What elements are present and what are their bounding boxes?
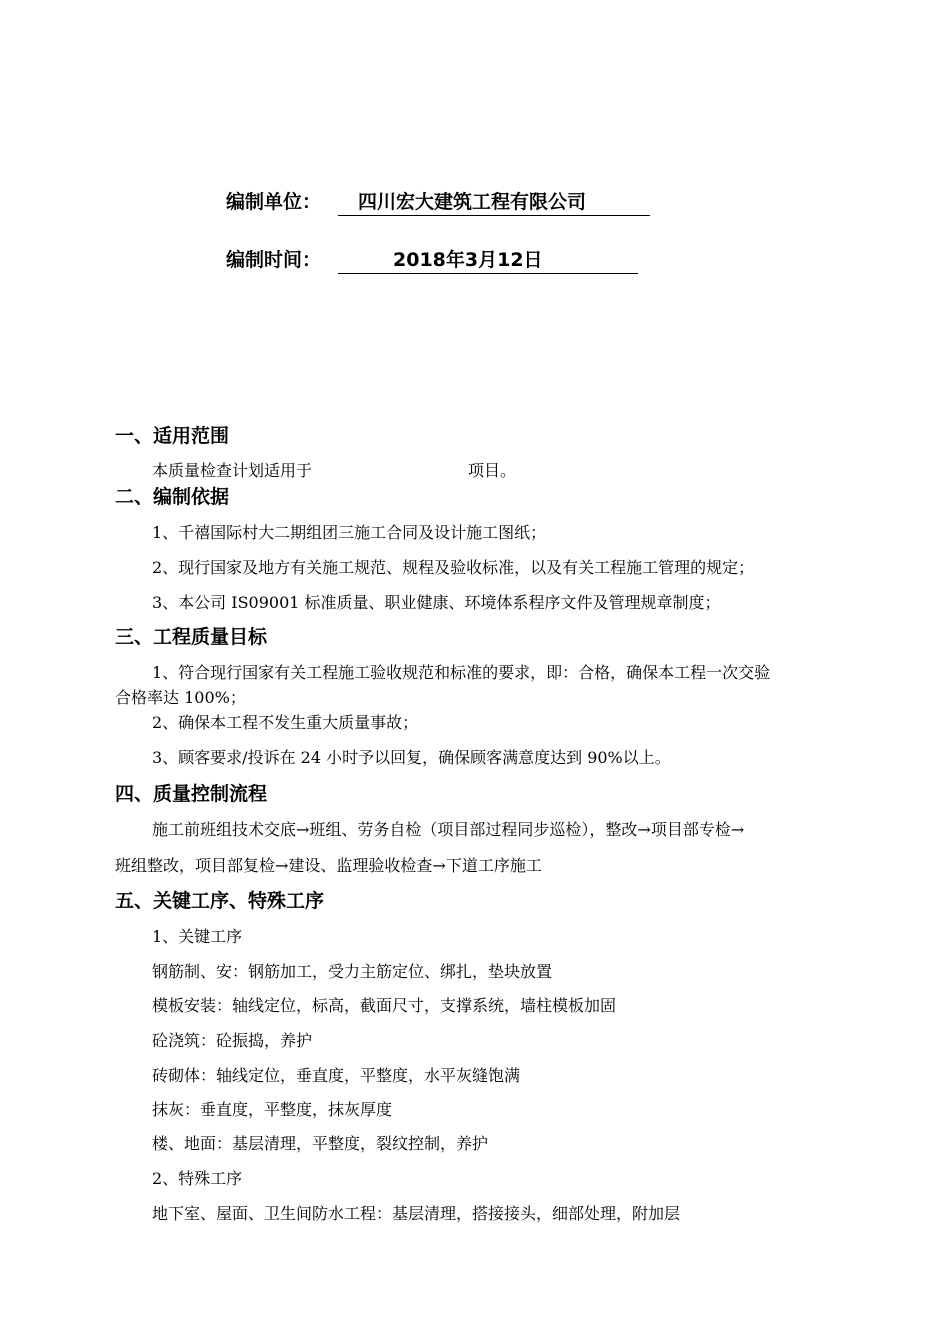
- section-5-heading: 五、关键工序、特殊工序: [115, 890, 325, 912]
- key-process-item: 钢筋制、安：钢筋加工，受力主筋定位、绑扎，垫块放置: [152, 962, 553, 981]
- section-5-sub-2: 2、特殊工序: [152, 1169, 243, 1188]
- section-2-item-2: 2、现行国家及地方有关施工规范、规程及验收标准，以及有关工程施工管理的规定；: [152, 558, 755, 577]
- key-process-item: 模板安装：轴线定位，标高，截面尺寸，支撑系统，墙柱模板加固: [152, 996, 617, 1015]
- key-process-item: 砖砌体：轴线定位，垂直度，平整度，水平灰缝饱满: [152, 1066, 521, 1085]
- section-2-item-3: 3、本公司 IS09001 标准质量、职业健康、环境体系程序文件及管理规章制度；: [152, 593, 721, 612]
- key-process-item: 抹灰：垂直度，平整度，抹灰厚度: [152, 1100, 393, 1119]
- compile-time-value: 2018年3月12日: [338, 245, 638, 274]
- section-3-item-1-line-2: 合格率达 100%；: [115, 688, 246, 707]
- section-1-heading: 一、适用范围: [115, 425, 230, 447]
- key-process-item: 楼、地面：基层清理，平整度，裂纹控制，养护: [152, 1134, 489, 1153]
- section-1-text-b: 项目。: [468, 461, 517, 480]
- section-3-item-3: 3、顾客要求/投诉在 24 小时予以回复，确保顾客满意度达到 90%以上。: [152, 748, 671, 767]
- section-1-text-a: 本质量检查计划适用于: [152, 461, 313, 480]
- section-3-item-1-line-1: 1、符合现行国家有关工程施工验收规范和标准的要求，即：合格，确保本工程一次交验: [152, 663, 771, 682]
- section-4-line-2: 班组整改，项目部复检→建设、监理验收检查→下道工序施工: [115, 856, 542, 875]
- section-4-line-1: 施工前班组技术交底→班组、劳务自检（项目部过程同步巡检），整改→项目部专检→: [152, 820, 745, 839]
- section-3-heading: 三、工程质量目标: [115, 626, 268, 648]
- section-2-heading: 二、编制依据: [115, 486, 230, 508]
- compile-unit-value: 四川宏大建筑工程有限公司: [338, 187, 650, 216]
- section-3-item-2: 2、确保本工程不发生重大质量事故；: [152, 713, 419, 732]
- special-process-item: 地下室、屋面、卫生间防水工程：基层清理，搭接接头，细部处理，附加层: [152, 1204, 681, 1223]
- compile-time-label: 编制时间：: [226, 249, 322, 271]
- key-process-item: 砼浇筑：砼振捣，养护: [152, 1031, 313, 1050]
- section-2-item-1: 1、千禧国际村大二期组团三施工合同及设计施工图纸；: [152, 523, 547, 542]
- section-5-sub-1: 1、关键工序: [152, 927, 243, 946]
- compile-unit-label: 编制单位：: [226, 191, 322, 213]
- section-4-heading: 四、质量控制流程: [115, 783, 268, 805]
